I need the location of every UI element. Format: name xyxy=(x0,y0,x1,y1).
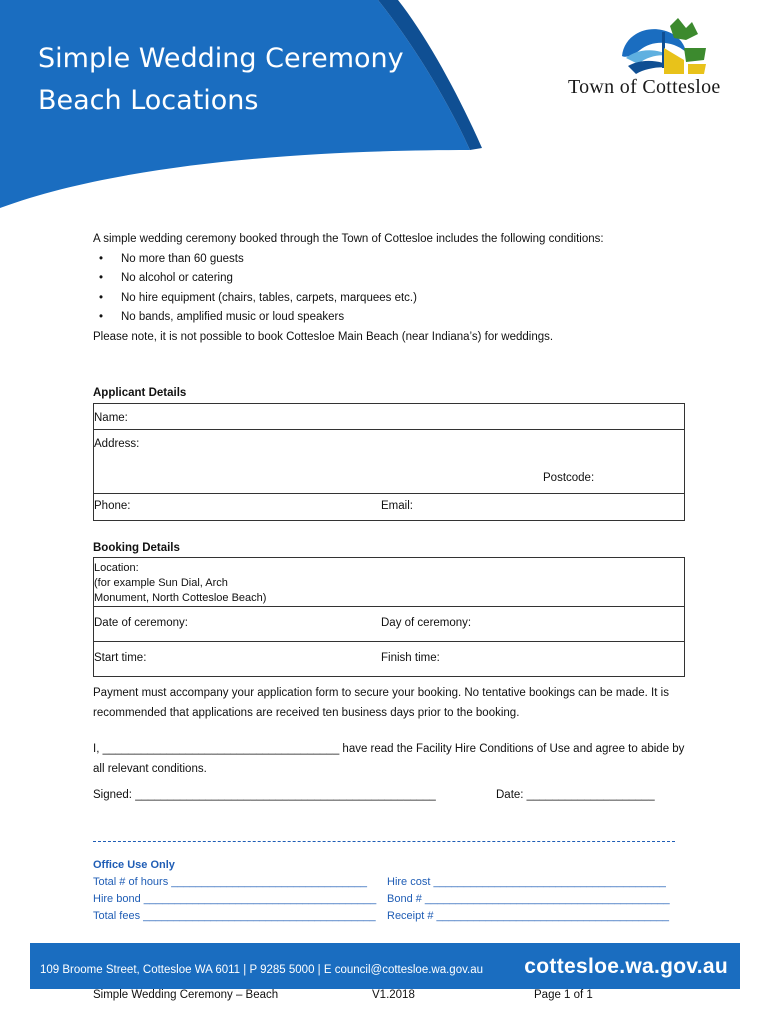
location-hint: (for example Sun Dial, Arch xyxy=(94,577,228,589)
hire-bond-field[interactable]: Hire bond ______________________________________ xyxy=(93,893,377,905)
location-hint: Monument, North Cottesloe Beach) xyxy=(94,592,267,604)
footer-website-link[interactable]: cottesloe.wa.gov.au xyxy=(524,955,728,978)
condition-item: • No bands, amplified music or loud speakers xyxy=(121,308,685,328)
intro-note: Please note, it is not possible to book Cottesloe Main Beach (near Indiana’s) for weddings. xyxy=(93,330,554,343)
date-field[interactable]: Date: ____________________ xyxy=(496,789,655,801)
name-field[interactable]: Name: xyxy=(94,412,128,424)
intro-section xyxy=(93,230,685,347)
page-number: Page 1 of 1 xyxy=(534,989,593,1001)
hire-cost-field[interactable]: Hire cost ______________________________________ xyxy=(387,876,666,888)
date-of-ceremony-field[interactable]: Date of ceremony: xyxy=(94,617,188,629)
condition-item: • No hire equipment (chairs, tables, carpets, marquees etc.) xyxy=(121,289,685,309)
document-version: V1.2018 xyxy=(372,989,415,1001)
location-row xyxy=(94,558,684,607)
document-name: Simple Wedding Ceremony – Beach xyxy=(93,989,279,1001)
email-field[interactable]: Email: xyxy=(381,500,413,512)
office-use-section xyxy=(93,841,685,922)
conditions-list xyxy=(93,250,685,328)
form-content xyxy=(93,230,685,922)
phone-field[interactable]: Phone: xyxy=(94,500,131,512)
receipt-number-field[interactable]: Receipt # ______________________________________ xyxy=(387,910,669,922)
logo-text: Town of Cottesloe xyxy=(568,76,721,98)
total-hours-field[interactable]: Total # of hours ________________________________ xyxy=(93,876,368,888)
bond-number-field[interactable]: Bond # ________________________________________ xyxy=(387,893,670,905)
finish-time-field[interactable]: Finish time: xyxy=(381,652,440,664)
address-row xyxy=(94,430,684,494)
footer-address: 109 Broome Street, Cottesloe WA 6011 | P 9285 5000 | E council@cottesloe.wa.gov.au xyxy=(40,964,483,976)
address-field[interactable]: Address: xyxy=(94,438,140,450)
postcode-field[interactable]: Postcode: xyxy=(543,472,595,484)
signed-field[interactable]: Signed: _______________________________________________ xyxy=(93,789,436,801)
start-time-field[interactable]: Start time: xyxy=(94,652,147,664)
office-use-title: Office Use Only xyxy=(93,859,175,871)
date-row xyxy=(94,607,684,642)
time-row xyxy=(94,642,684,677)
booking-details-title: Booking Details xyxy=(93,542,180,554)
location-label: Location: xyxy=(94,562,139,574)
office-divider xyxy=(93,841,675,842)
page-title xyxy=(38,38,404,122)
footer-contact-bar xyxy=(30,943,740,989)
contact-row xyxy=(94,494,684,521)
title-line-1: Simple Wedding Ceremony xyxy=(38,43,404,74)
name-row xyxy=(94,404,684,430)
booking-details-box xyxy=(93,557,685,677)
total-fees-field[interactable]: Total fees ______________________________________ xyxy=(93,910,376,922)
applicant-details-box xyxy=(93,403,685,521)
day-of-ceremony-field[interactable]: Day of ceremony: xyxy=(381,617,472,629)
applicant-details-title: Applicant Details xyxy=(93,387,187,399)
location-field[interactable] xyxy=(94,561,266,606)
payment-note: Payment must accompany your application form to secure your booking. No tentative bookings can be made. It is recommended that applications are received ten business days prior to the booking. xyxy=(93,687,669,719)
declaration-text[interactable]: I, _____________________________________ have read the Facility Hire Conditions of Use and agree to abide by all relevant conditions. xyxy=(93,743,685,775)
intro-paragraph: A simple wedding ceremony booked through the Town of Cottesloe includes the following conditions: xyxy=(93,233,604,245)
condition-item: • No more than 60 guests xyxy=(121,250,685,270)
condition-item: • No alcohol or catering xyxy=(121,269,685,289)
title-line-2: Beach Locations xyxy=(38,85,259,116)
